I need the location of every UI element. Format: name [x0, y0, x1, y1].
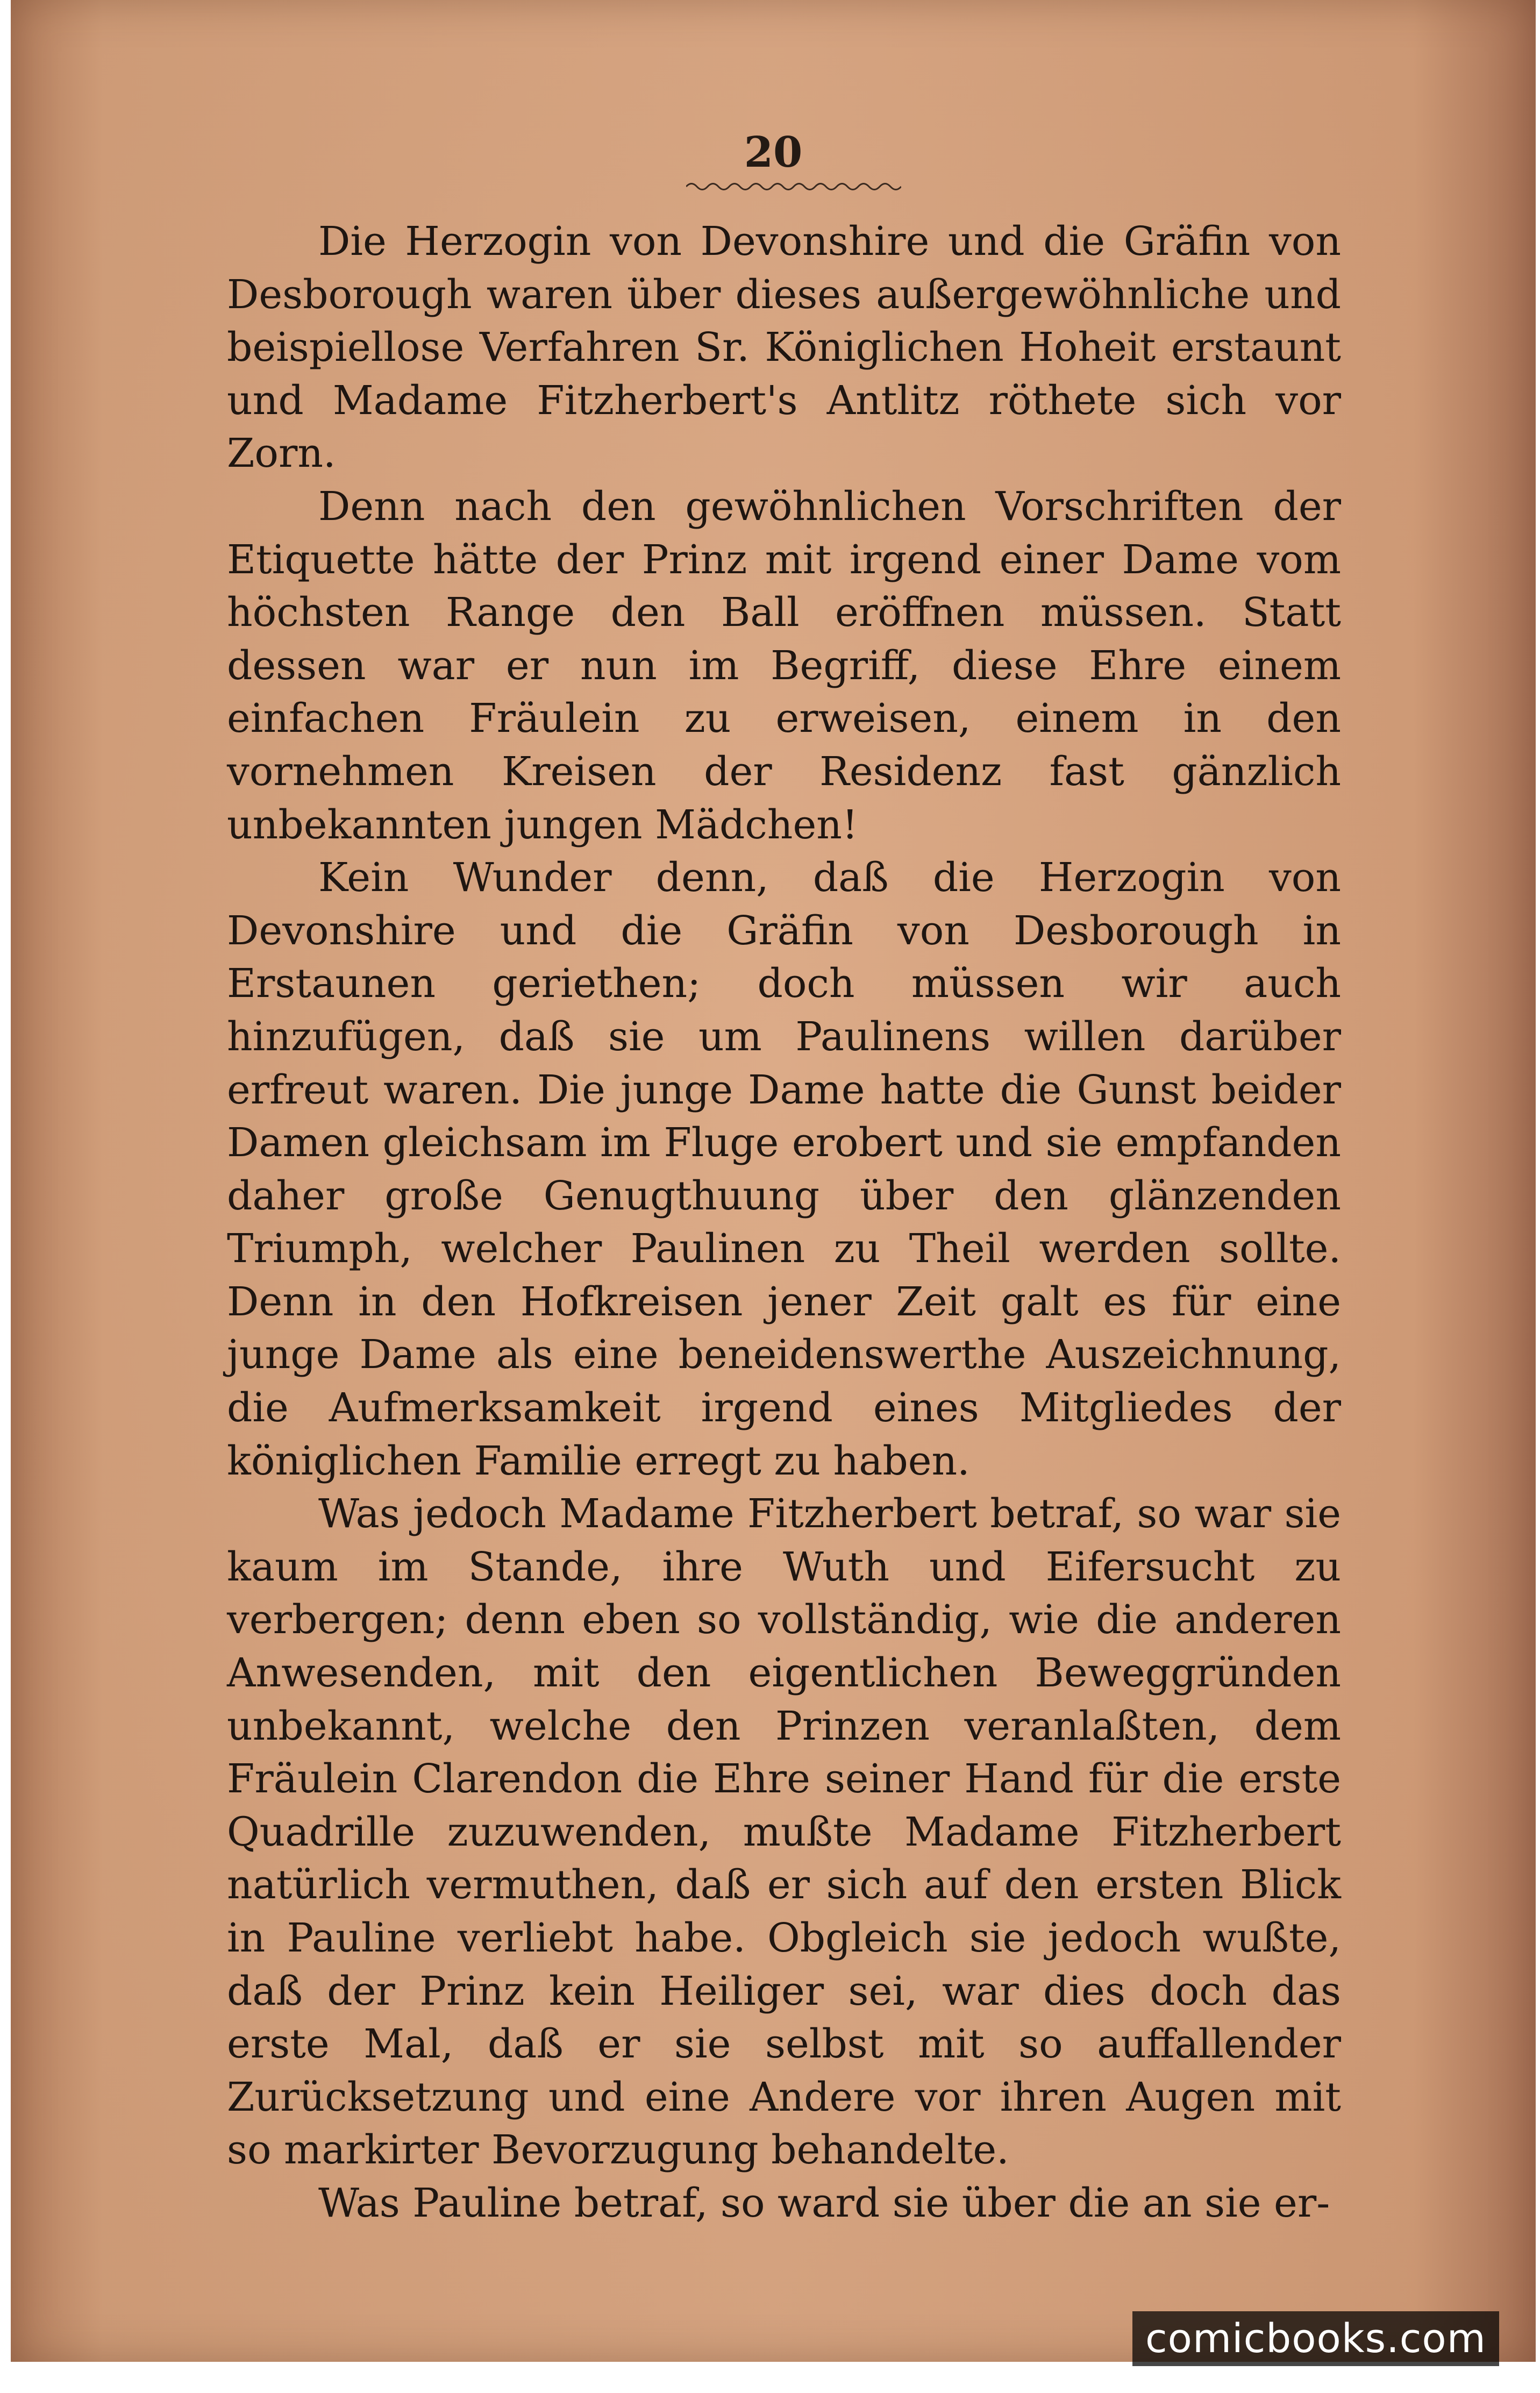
- paragraph: Die Herzogin von Devonshire und die Gräfin von Desborough waren über dieses außergewöhnliche und beispiellose Verfahren Sr. Königlichen Hoheit erstaunt und Madame Fitzherbert's Antlitz röthete sich vor Zorn.: [227, 218, 1341, 477]
- watermark-label: comicbooks.com: [1132, 2311, 1499, 2366]
- body-text: [227, 215, 1341, 2230]
- paragraph: Kein Wunder denn, daß die Herzogin von Devonshire und die Gräfin von Desborough in Erstaunen geriethen; doch müssen wir auch hinzufügen, daß sie um Paulinens willen darüber erfreut waren. Die junge Dame hatte die Gunst beider Damen gleichsam im Fluge erobert und sie empfanden daher große Genugthuung über den glänzenden Triumph, welcher Paulinen zu Theil werden sollte. Denn in den Hofkreisen jener Zeit galt es für eine junge Dame als eine beneidenswerthe Auszeichnung, die Aufmerksamkeit irgend eines Mitgliedes der königlichen Familie erregt zu haben.: [227, 854, 1341, 1484]
- paragraph: Was Pauline betraf, so ward sie über die an sie er-: [318, 2180, 1330, 2226]
- paragraph: Denn nach den gewöhnlichen Vorschriften der Etiquette hätte der Prinz mit irgend einer Dame vom höchsten Range den Ball eröffnen müssen. Statt dessen war er nun im Begriff, diese Ehre einem einfachen Fräulein zu erweisen, einem in den vornehmen Kreisen der Residenz fast gänzlich unbekannten jungen Mädchen!: [227, 483, 1341, 848]
- page-number: 20: [744, 128, 803, 177]
- book-page: [11, 0, 1536, 2362]
- paragraph: Was jedoch Madame Fitzherbert betraf, so war sie kaum im Stande, ihre Wuth und Eifersucht zu verbergen; denn eben so vollständig, wie die anderen Anwesenden, mit den eigentlichen Beweggründen unbekannt, welche den Prinzen veranlaßten, dem Fräulein Clarendon die Ehre seiner Hand für die erste Quadrille zuzuwenden, mußte Madame Fitzherbert natürlich vermuthen, daß er sich auf den ersten Blick in Pauline verliebt habe. Obgleich sie jedoch wußte, daß der Prinz kein Heiliger sei, war dies doch das erste Mal, daß er sie selbst mit so auffallender Zurücksetzung und eine Andere vor ihren Augen mit so markirter Bevorzugung behandelte.: [227, 1491, 1341, 2174]
- decorative-wavy-rule: [686, 181, 901, 193]
